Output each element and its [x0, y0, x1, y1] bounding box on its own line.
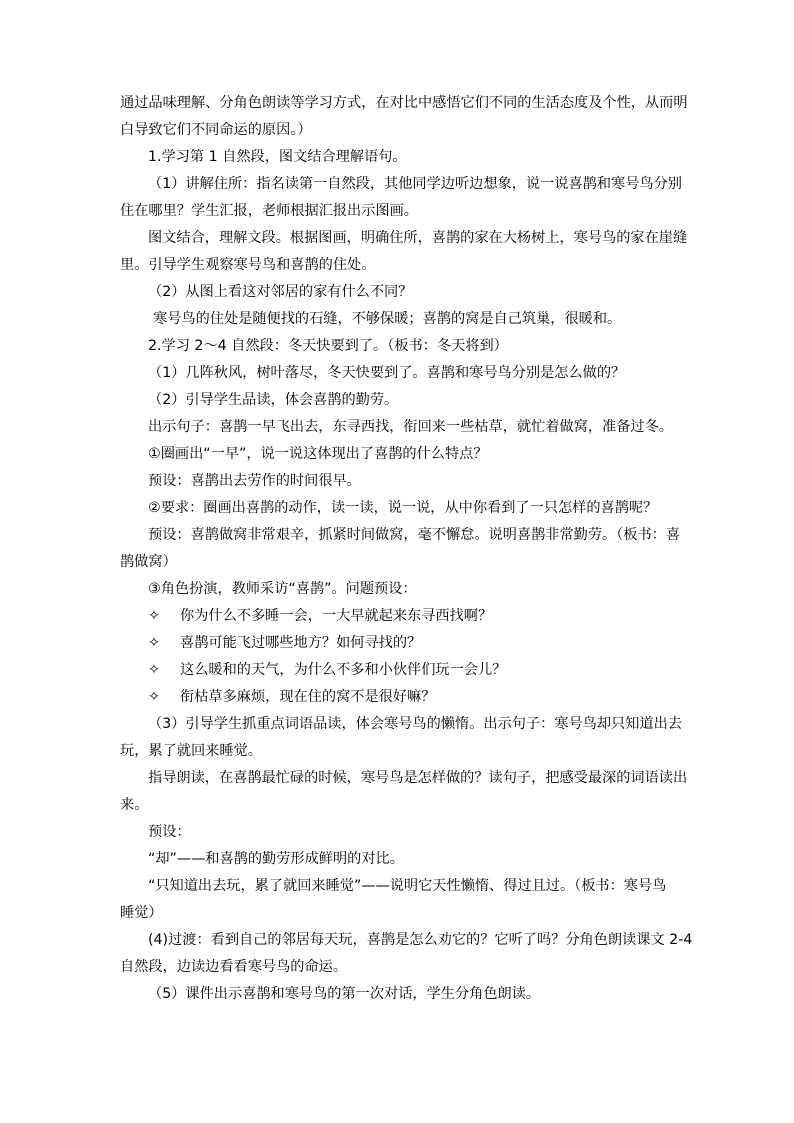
- paragraph-line: （5）课件出示喜鹊和寒号鸟的第一次对话，学生分角色朗读。: [148, 986, 541, 1002]
- paragraph-line: 玩，累了就回来睡觉。: [120, 743, 262, 759]
- paragraph-line: （2）从图上看这对邻居的家有什么不同？: [148, 284, 413, 300]
- paragraph-line: （3）引导学生抓重点词语品读，体会寒号鸟的懒惰。出示句子：寒号鸟却只知道出去: [148, 716, 682, 732]
- paragraph-line: ①圈画出“一早”，说一说这体现出了喜鹊的什么特点？: [148, 446, 488, 462]
- paragraph-line: ③角色扮演，教师采访“喜鹊”。问题预设：: [148, 581, 417, 597]
- paragraph-line: 寒号鸟的住处是随便找的石缝，不够保暖；喜鹊的窝是自己筑巢，很暖和。: [153, 311, 622, 327]
- document-page: [120, 90, 693, 1008]
- paragraph-line: “只知道出去玩，累了就回来睡觉”——说明它天性懒惰、得过且过。（板书：寒号鸟: [148, 878, 667, 894]
- paragraph-line: 图文结合，理解文段。根据图画，明确住所，喜鹊的家在大杨树上，寒号鸟的家在崖缝: [148, 230, 688, 246]
- paragraph-line: 睡觉）: [120, 905, 163, 921]
- paragraph-line: 预设：: [148, 824, 191, 840]
- paragraph-line: 住在哪里？学生汇报，老师根据汇报出示图画。: [120, 203, 418, 219]
- paragraph-line: 通过品味理解、分角色朗读等学习方式，在对比中感悟它们不同的生活态度及个性，从而明: [120, 95, 688, 111]
- paragraph-line: 预设：喜鹊出去劳作的时间很早。: [148, 473, 361, 489]
- diamond-star-icon: ✧: [148, 689, 160, 705]
- paragraph-line: ②要求：圈画出喜鹊的动作，读一读，说一说，从中你看到了一只怎样的喜鹊呢？: [148, 500, 658, 516]
- diamond-star-icon: ✧: [148, 662, 160, 678]
- paragraph-line: 白导致它们不同命运的原因。）: [120, 122, 312, 138]
- section-heading: 2.学习 2～4 自然段：冬天快要到了。（板书：冬天将到）: [148, 338, 508, 354]
- paragraph-line: 出示句子：喜鹊一早飞出去，东寻西找，衔回来一些枯草，就忙着做窝，准备过冬。: [148, 419, 673, 435]
- bullet-text: 衔枯草多麻烦，现在住的窝不是很好嘛？: [180, 689, 436, 705]
- bullet-item: [120, 603, 676, 630]
- paragraph-line: （1）讲解住所：指名读第一自然段，其他同学边听边想象，说一说喜鹊和寒号鸟分别: [148, 176, 682, 192]
- bullet-text: 你为什么不多睡一会，一大早就起来东寻西找啊？: [180, 608, 493, 624]
- bullet-text: 喜鹊可能飞过哪些地方？如何寻找的？: [180, 635, 422, 651]
- diamond-star-icon: ✧: [148, 635, 160, 651]
- paragraph-line: (4)过渡：看到自己的邻居每天玩，喜鹊是怎么劝它的？它听了吗？分角色朗读课文 2-4: [148, 932, 693, 948]
- paragraph-line: 预设：喜鹊做窝非常艰辛，抓紧时间做窝，毫不懈怠。说明喜鹊非常勤劳。（板书：喜: [148, 527, 681, 543]
- paragraph-line: 指导朗读，在喜鹊最忙碌的时候，寒号鸟是怎样做的？读句子，把感受最深的词语读出: [148, 770, 688, 786]
- paragraph-line: （2）引导学生品读，体会喜鹊的勤劳。: [148, 392, 399, 408]
- bullet-item: [120, 684, 676, 711]
- paragraph-line: 来。: [120, 797, 149, 813]
- bullet-item: [120, 630, 676, 657]
- paragraph-line: “却”——和喜鹊的勤劳形成鲜明的对比。: [148, 851, 404, 867]
- paragraph-line: 自然段，边读边看看寒号鸟的命运。: [120, 959, 348, 975]
- diamond-star-icon: ✧: [148, 608, 160, 624]
- bullet-text: 这么暖和的天气，为什么不多和小伙伴们玩一会儿？: [180, 662, 507, 678]
- paragraph-line: 里。引导学生观察寒号鸟和喜鹊的住处。: [120, 257, 376, 273]
- section-heading: 1.学习第 1 自然段，图文结合理解语句。: [148, 149, 407, 165]
- bullet-item: [120, 657, 676, 684]
- paragraph-line: （1）几阵秋风，树叶落尽，冬天快要到了。喜鹊和寒号鸟分别是怎么做的？: [148, 365, 626, 381]
- paragraph-line: 鹊做窝）: [120, 554, 177, 570]
